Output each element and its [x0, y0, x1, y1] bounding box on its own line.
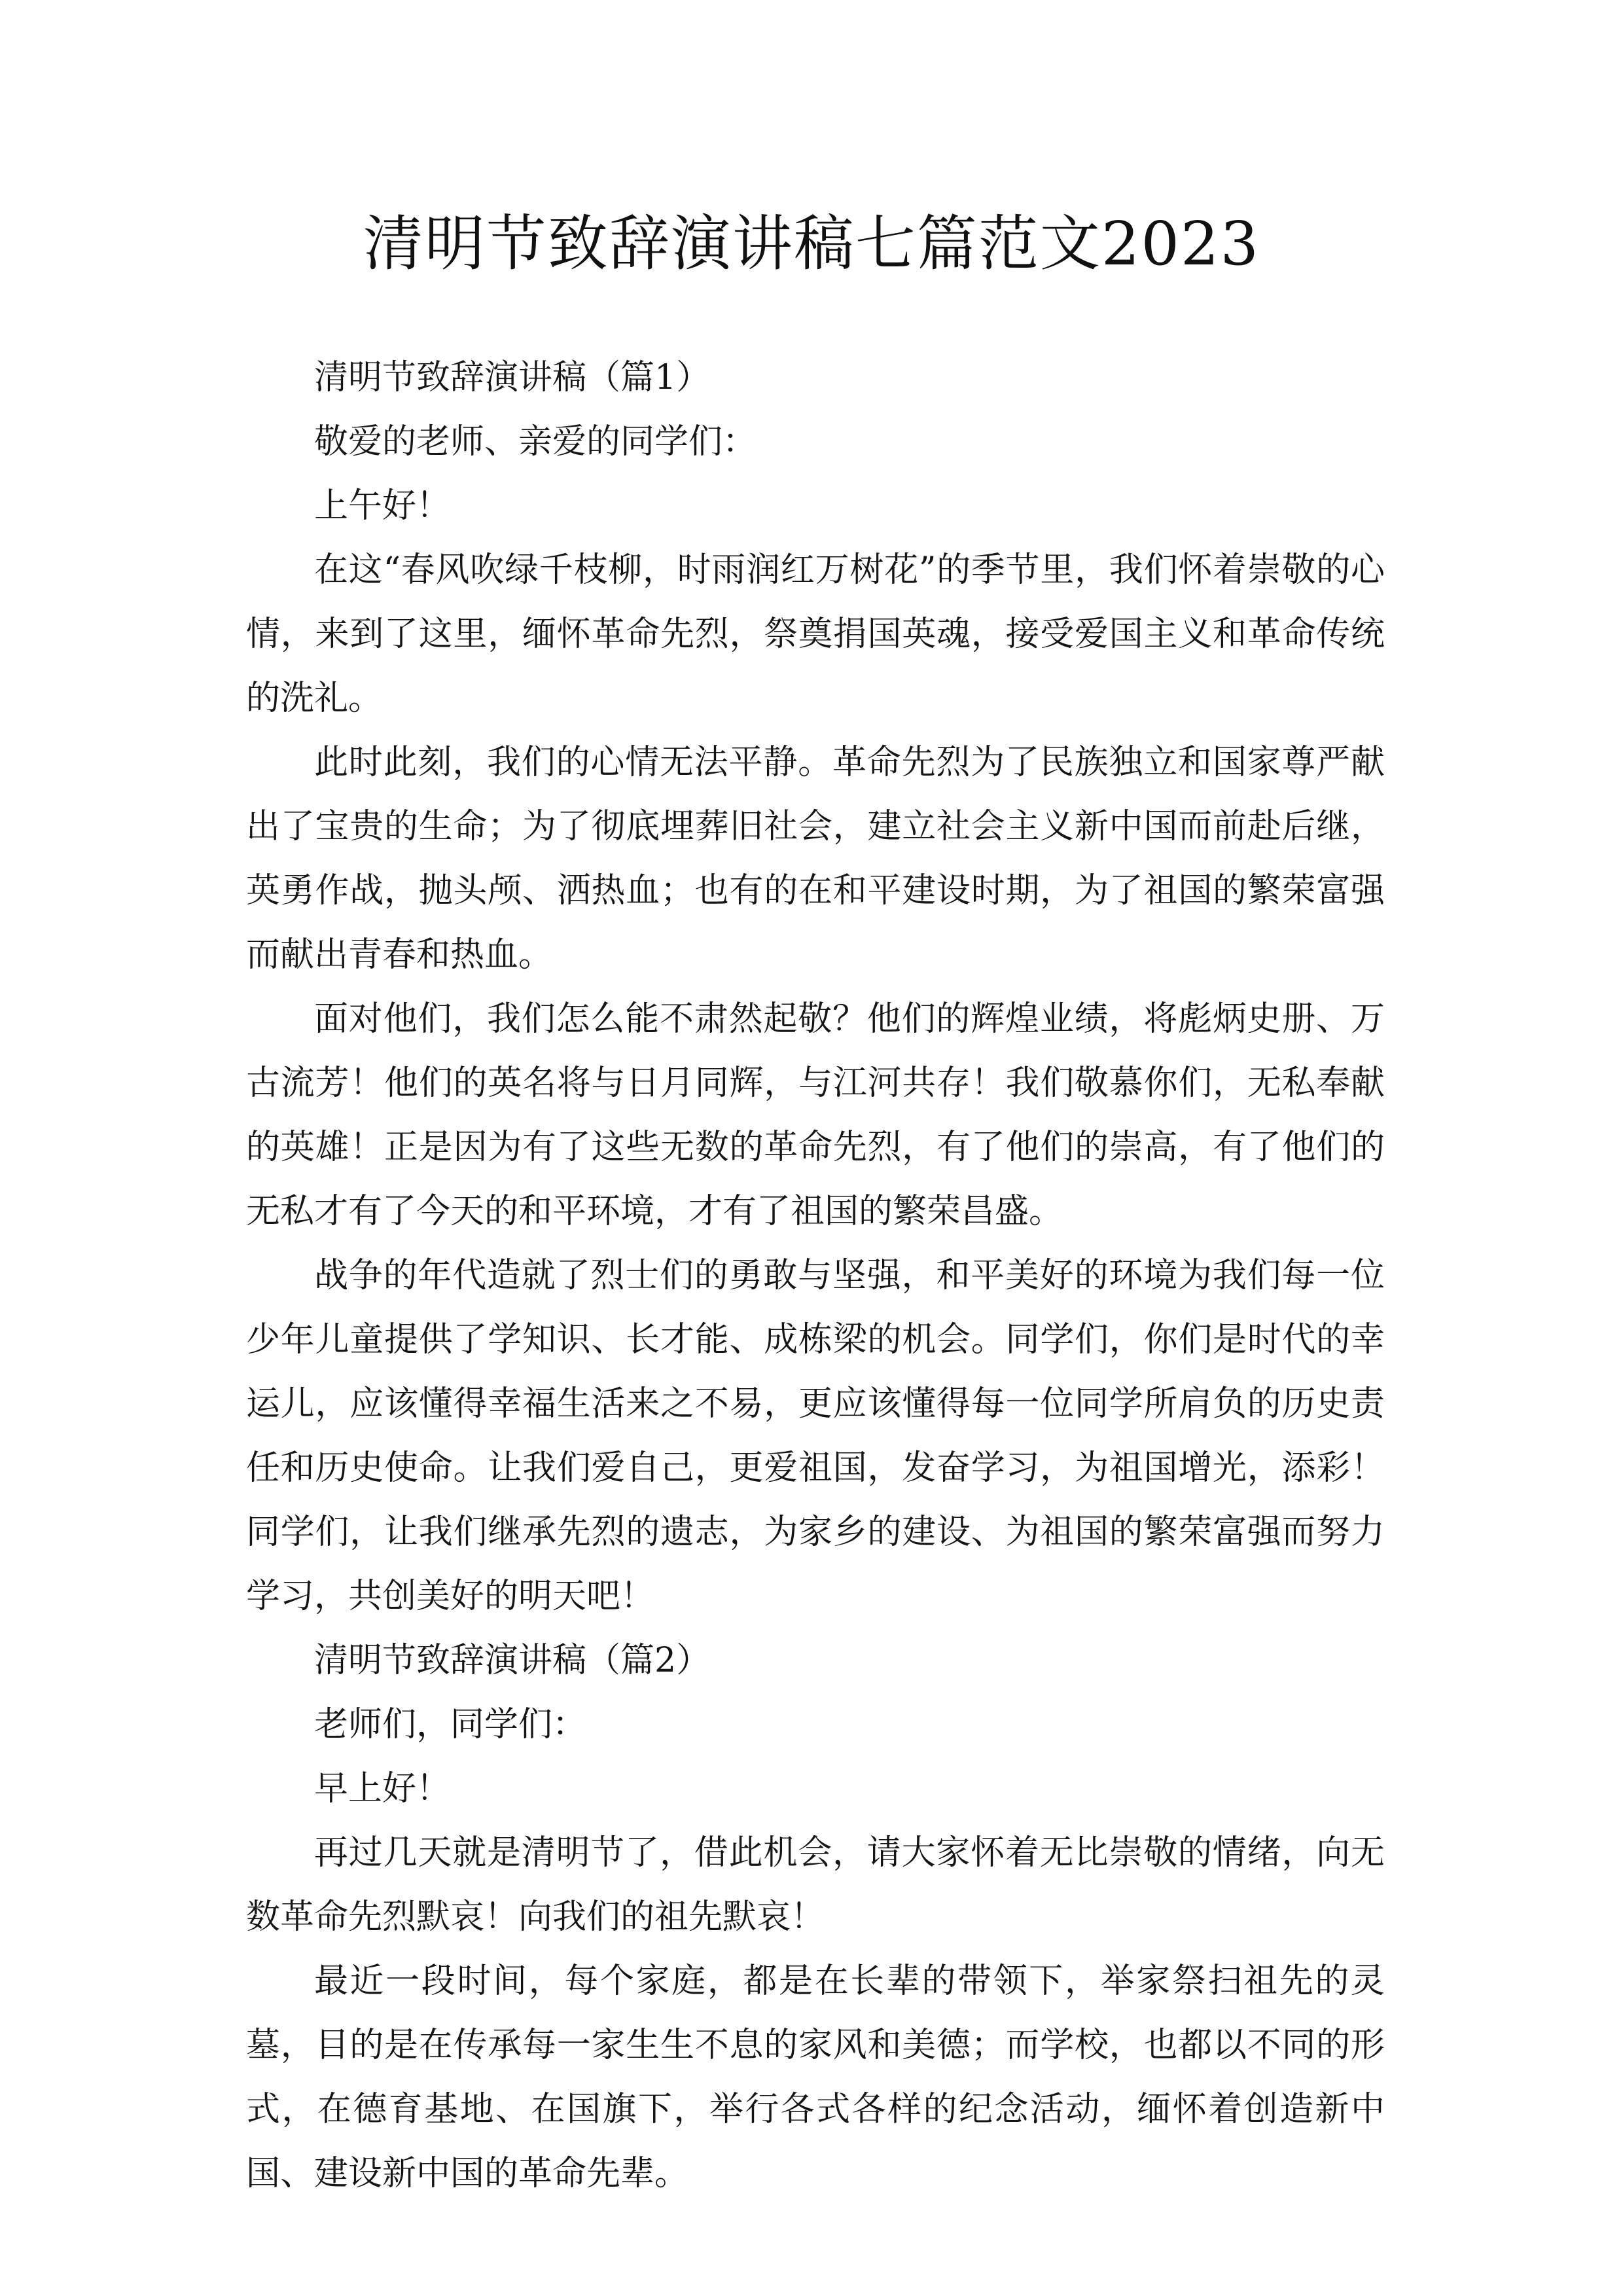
body-paragraph: 最近一段时间，每个家庭，都是在长辈的带领下，举家祭扫祖先的灵墓，目的是在传承每一家生生不息的家风和美德；而学校，也都以不同的形式，在德育基地、在国旗下，举行各式各样的纪念活动，缅怀着创造新中国、建设新中国的革命先辈。	[246, 1962, 1385, 2193]
section-heading: 清明节致辞演讲稿（篇2）	[314, 1641, 711, 1680]
salutation: 敬爱的老师、亲爱的同学们：	[314, 422, 757, 461]
section-heading: 清明节致辞演讲稿（篇1）	[314, 358, 711, 397]
body-paragraph: 在这“春风吹绿千枝柳，时雨润红万树花”的季节里，我们怀着崇敬的心情，来到了这里，缅怀革命先烈，祭奠捐国英魂，接受爱国主义和革命传统的洗礼。	[246, 550, 1385, 718]
document-body	[246, 346, 1385, 2206]
body-paragraph: 此时此刻，我们的心情无法平静。革命先烈为了民族独立和国家尊严献出了宝贵的生命；为了彻底埋葬旧社会，建立社会主义新中国而前赴后继，英勇作战，抛头颅、洒热血；也有的在和平建设时期，为了祖国的繁荣富强而献出青春和热血。	[246, 743, 1385, 975]
body-paragraph: 战争的年代造就了烈士们的勇敢与坚强，和平美好的环境为我们每一位少年儿童提供了学知识、长才能、成栋梁的机会。同学们，你们是时代的幸运儿，应该懂得幸福生活来之不易，更应该懂得每一位同学所肩负的历史责任和历史使命。让我们爱自己，更爱祖国，发奋学习，为祖国增光，添彩！同学们，让我们继承先烈的遗志，为家乡的建设、为祖国的繁荣富强而努力学习，共创美好的明天吧！	[246, 1256, 1385, 1616]
greeting: 早上好！	[314, 1769, 451, 1808]
greeting: 上午好！	[314, 486, 451, 526]
body-paragraph: 面对他们，我们怎么能不肃然起敬？他们的辉煌业绩，将彪炳史册、万古流芳！他们的英名将与日月同辉，与江河共存！我们敬慕你们，无私奉献的英雄！正是因为有了这些无数的革命先烈，有了他们的崇高，有了他们的无私才有了今天的和平环境，才有了祖国的繁荣昌盛。	[246, 999, 1385, 1231]
salutation: 老师们，同学们：	[314, 1705, 587, 1744]
document-title: 清明节致辞演讲稿七篇范文2023	[363, 209, 1260, 279]
body-paragraph: 再过几天就是清明节了，借此机会，请大家怀着无比崇敬的情绪，向无数革命先烈默哀！向我们的祖先默哀！	[246, 1833, 1385, 1937]
